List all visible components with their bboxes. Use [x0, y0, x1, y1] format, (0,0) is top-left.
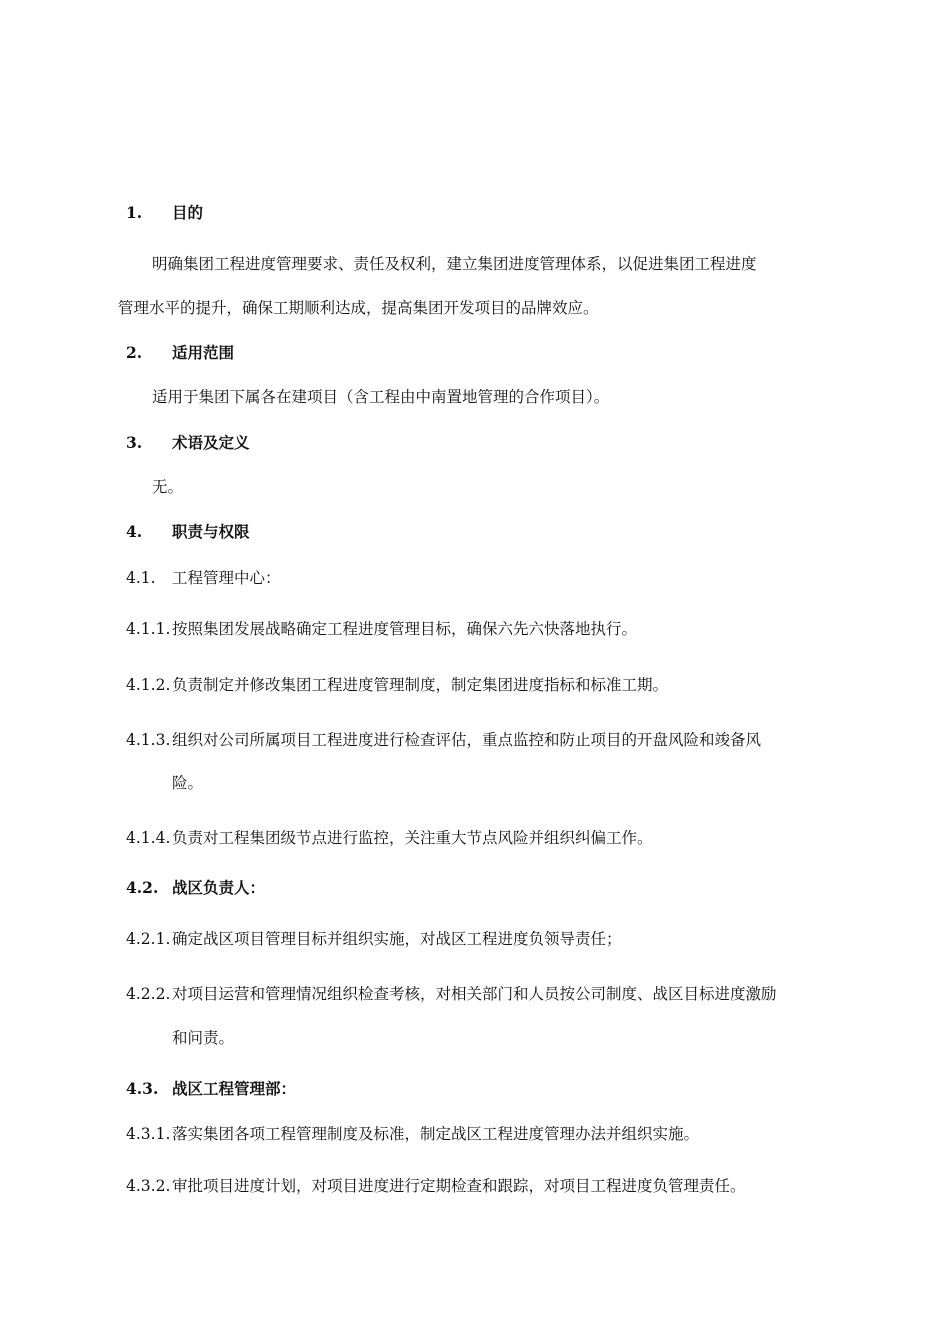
paragraph-line: 管理水平的提升，确保工期顺利达成，提高集团开发项目的品牌效应。 — [118, 299, 599, 317]
item-number: 4.2.2. — [126, 985, 171, 1003]
subsection-number: 4.2. — [126, 878, 159, 897]
item-text: 确定战区项目管理目标并组织实施，对战区工程进度负领导责任； — [172, 930, 622, 948]
item-text: 对项目运营和管理情况组织检查考核，对相关部门和人员按公司制度、战区目标进度激励 — [172, 985, 777, 1003]
item-number: 4.3.2. — [126, 1177, 171, 1195]
subsection-number: 4.1. — [126, 569, 156, 587]
section-number: 2. — [126, 343, 143, 362]
item-text: 负责制定并修改集团工程进度管理制度，制定集团进度指标和标准工期。 — [172, 676, 669, 694]
subsection-title: 战区负责人： — [172, 878, 266, 897]
section-number: 1. — [126, 203, 143, 222]
section-number: 3. — [126, 433, 143, 452]
item-text: 组织对公司所属项目工程进度进行检查评估，重点监控和防止项目的开盘风险和竣备风 — [172, 731, 762, 749]
item-text-continuation: 和问责。 — [172, 1029, 235, 1047]
item-number: 4.2.1. — [126, 930, 171, 948]
section-title: 目的 — [172, 203, 204, 222]
subsection-title: 战区工程管理部： — [172, 1079, 297, 1098]
item-text-continuation: 险。 — [172, 774, 204, 792]
item-text: 负责对工程集团级节点进行监控，关注重大节点风险并组织纠偏工作。 — [172, 829, 653, 847]
subsection-title: 工程管理中心： — [172, 569, 281, 587]
item-number: 4.3.1. — [126, 1125, 171, 1143]
item-text: 按照集团发展战略确定工程进度管理目标，确保六先六快落地执行。 — [172, 620, 638, 638]
item-text: 审批项目进度计划，对项目进度进行定期检查和跟踪，对项目工程进度负管理责任。 — [172, 1177, 746, 1195]
section-title: 适用范围 — [172, 343, 235, 362]
paragraph-line: 无。 — [152, 478, 184, 496]
item-number: 4.1.3. — [126, 731, 171, 749]
section-title: 术语及定义 — [172, 433, 250, 452]
paragraph-line: 明确集团工程进度管理要求、责任及权利，建立集团进度管理体系，以促进集团工程进度 — [152, 255, 757, 273]
item-number: 4.1.2. — [126, 676, 171, 694]
subsection-number: 4.3. — [126, 1079, 159, 1098]
item-number: 4.1.1. — [126, 620, 171, 638]
item-text: 落实集团各项工程管理制度及标准，制定战区工程进度管理办法并组织实施。 — [172, 1125, 700, 1143]
paragraph-line: 适用于集团下属各在建项目（含工程由中南置地管理的合作项目）。 — [152, 388, 610, 406]
section-title: 职责与权限 — [172, 522, 250, 541]
item-number: 4.1.4. — [126, 829, 171, 847]
section-number: 4. — [126, 522, 143, 541]
